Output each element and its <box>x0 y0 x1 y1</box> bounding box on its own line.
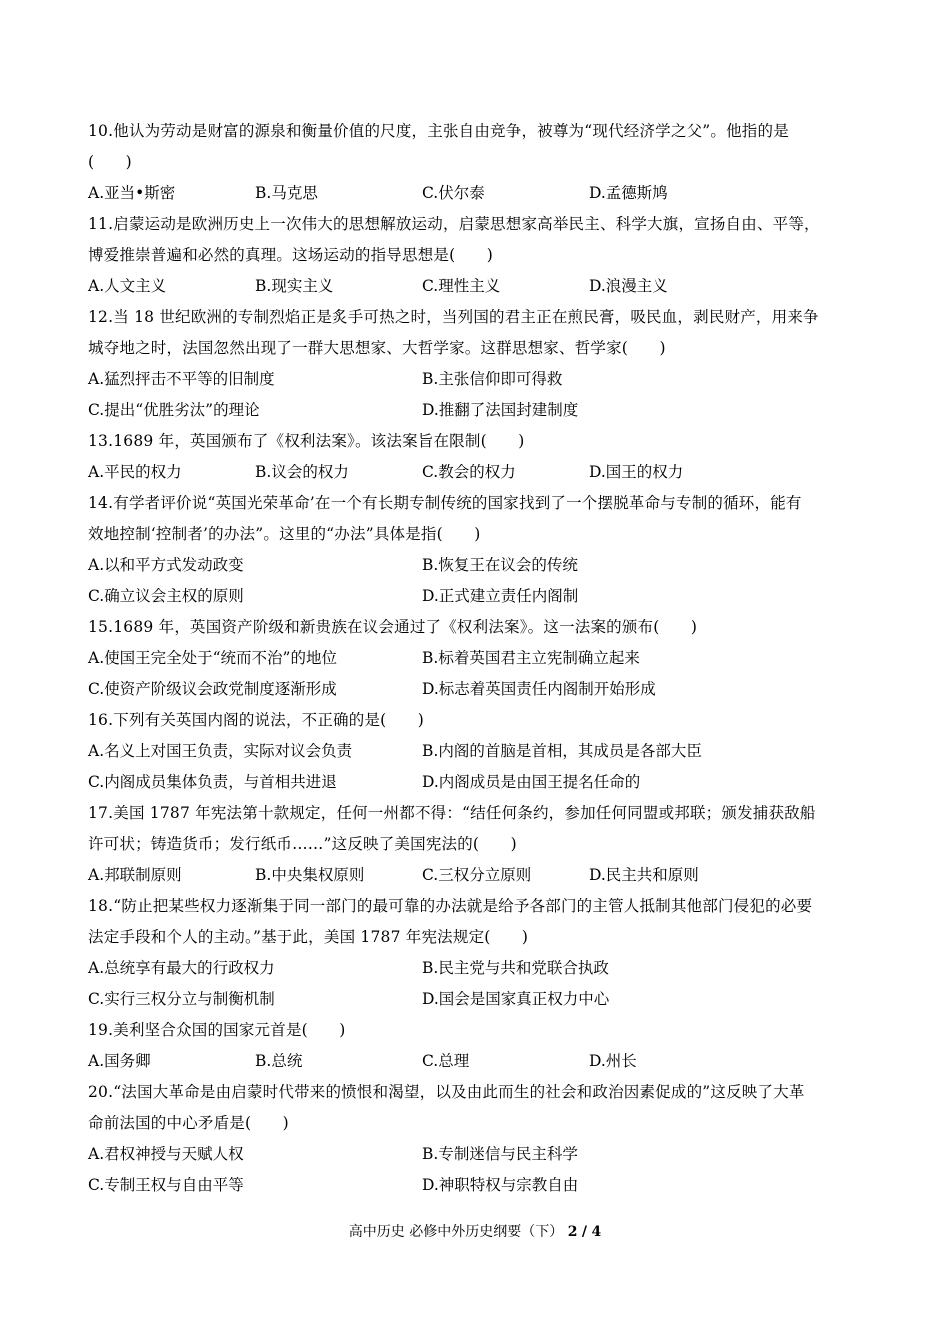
option-a: A.君权神授与天赋人权 <box>88 1145 244 1163</box>
option-b: B.民主党与共和党联合执政 <box>422 959 609 977</box>
question-17 <box>88 798 868 891</box>
question-19 <box>88 1015 868 1077</box>
options-row <box>88 550 868 581</box>
question-stem: 10.他认为劳动是财富的源泉和衡量价值的尺度，主张自由竞争，被尊为“现代经济学之父”。他指的是 <box>88 122 789 140</box>
option-c: C.总理 <box>422 1052 470 1070</box>
option-d: D.浪漫主义 <box>589 277 668 295</box>
option-a: A.以和平方式发动政变 <box>88 556 244 574</box>
footer-title: 高中历史 必修中外历史纲要（下） <box>348 1224 564 1240</box>
option-a: A.名义上对国王负责，实际对议会负责 <box>88 742 353 760</box>
option-a: A.国务卿 <box>88 1052 151 1070</box>
options-row <box>88 1046 868 1077</box>
option-c: C.教会的权力 <box>422 463 516 481</box>
option-d: D.正式建立责任内阁制 <box>422 587 579 605</box>
options-row <box>88 364 868 395</box>
option-c: C.伏尔泰 <box>422 184 485 202</box>
question-12 <box>88 302 868 426</box>
option-d: D.民主共和原则 <box>589 866 699 884</box>
question-16 <box>88 705 868 798</box>
question-stem: 效地控制‘控制者’的办法”。这里的“办法”具体是指( ) <box>88 525 481 543</box>
question-stem: 博爱推崇普遍和必然的真理。这场运动的指导思想是( ) <box>88 246 493 264</box>
question-stem: 14.有学者评价说“英国光荣革命’在一个有长期专制传统的国家找到了一个摆脱革命与专制的循环，能有 <box>88 494 802 512</box>
question-stem: 20.“法国大革命是由启蒙时代带来的愤恨和渴望，以及由此而生的社会和政治因素促成的”这反映了大革 <box>88 1083 805 1101</box>
question-14 <box>88 488 868 612</box>
option-d: D.国会是国家真正权力中心 <box>422 990 610 1008</box>
option-c: C.使资产阶级议会政党制度逐渐形成 <box>88 680 337 698</box>
page-footer <box>0 1222 950 1242</box>
option-b: B.专制迷信与民主科学 <box>422 1145 578 1163</box>
option-c: C.专制王权与自由平等 <box>88 1176 244 1194</box>
option-a: A.总统享有最大的行政权力 <box>88 959 275 977</box>
option-b: B.现实主义 <box>255 277 334 295</box>
option-a: A.猛烈抨击不平等的旧制度 <box>88 370 275 388</box>
option-b: B.内阁的首脑是首相，其成员是各部大臣 <box>422 742 702 760</box>
question-stem: 城夺地之时，法国忽然出现了一群大思想家、大哲学家。这群思想家、哲学家( ) <box>88 339 666 357</box>
option-a: A.使国王完全处于“统而不治”的地位 <box>88 649 337 667</box>
option-c: C.理性主义 <box>422 277 501 295</box>
question-20 <box>88 1077 868 1201</box>
question-stem: 15.1689 年，英国资产阶级和新贵族在议会通过了《权利法案》。这一法案的颁布( ) <box>88 618 698 636</box>
option-b: B.标着英国君主立宪制确立起来 <box>422 649 640 667</box>
option-c: C.实行三权分立与制衡机制 <box>88 990 275 1008</box>
page-number: 2 <box>567 1224 578 1240</box>
question-stem: ( ) <box>88 153 132 171</box>
question-stem: 19.美利坚合众国的国家元首是( ) <box>88 1021 346 1039</box>
option-b: B.总统 <box>255 1052 303 1070</box>
options-row <box>88 457 868 488</box>
question-stem: 12.当 18 世纪欧洲的专制烈焰正是炙手可热之时，当列国的君主正在煎民膏，吸民血，剥民财产，用来争 <box>88 308 819 326</box>
option-d: D.内阁成员是由国王提名任命的 <box>422 773 641 791</box>
option-c: C.三权分立原则 <box>422 866 532 884</box>
option-a: A.亚当•斯密 <box>88 184 176 202</box>
page-separator: / <box>581 1224 588 1240</box>
option-d: D.神职特权与宗教自由 <box>422 1176 579 1194</box>
option-d: D.州长 <box>589 1052 637 1070</box>
question-stem: 许可状；铸造货币；发行纸币……”这反映了美国宪法的( ) <box>88 835 517 853</box>
options-row <box>88 1139 868 1170</box>
question-list <box>88 116 868 1201</box>
options-row <box>88 984 868 1015</box>
option-c: C.内阁成员集体负责，与首相共进退 <box>88 773 337 791</box>
option-c: C.确立议会主权的原则 <box>88 587 244 605</box>
options-row <box>88 1170 868 1201</box>
option-c: C.提出“优胜劣汰”的理论 <box>88 401 260 419</box>
question-stem: 16.下列有关英国内阁的说法，不正确的是( ) <box>88 711 425 729</box>
options-row <box>88 395 868 426</box>
question-stem: 法定手段和个人的主动。”基于此，美国 1787 年宪法规定( ) <box>88 928 529 946</box>
question-10 <box>88 116 868 209</box>
question-15 <box>88 612 868 705</box>
option-b: B.马克思 <box>255 184 318 202</box>
options-row <box>88 860 868 891</box>
question-stem: 命前法国的中心矛盾是( ) <box>88 1114 289 1132</box>
question-stem: 11.启蒙运动是欧洲历史上一次伟大的思想解放运动，启蒙思想家高举民主、科学大旗，宣扬自由、平等， <box>88 215 820 233</box>
page-total: 4 <box>591 1224 602 1240</box>
options-row <box>88 643 868 674</box>
question-stem: 13.1689 年，英国颁布了《权利法案》。该法案旨在限制( ) <box>88 432 525 450</box>
options-row <box>88 178 868 209</box>
options-row <box>88 674 868 705</box>
options-row <box>88 767 868 798</box>
options-row <box>88 736 868 767</box>
option-b: B.恢复王在议会的传统 <box>422 556 578 574</box>
question-stem: 18.“防止把某些权力逐渐集于同一部门的最可靠的办法就是给予各部门的主管人抵制其他部门侵犯的必要 <box>88 897 813 915</box>
options-row <box>88 953 868 984</box>
question-stem: 17.美国 1787 年宪法第十款规定，任何一州都不得：“结任何条约，参加任何同盟或邦联；颁发捕获敌船 <box>88 804 816 822</box>
option-b: B.议会的权力 <box>255 463 349 481</box>
option-a: A.人文主义 <box>88 277 167 295</box>
option-d: D.孟德斯鸠 <box>589 184 668 202</box>
option-b: B.中央集权原则 <box>255 866 365 884</box>
question-18 <box>88 891 868 1015</box>
option-d: D.国王的权力 <box>589 463 684 481</box>
option-d: D.推翻了法国封建制度 <box>422 401 579 419</box>
option-b: B.主张信仰即可得救 <box>422 370 563 388</box>
option-a: A.平民的权力 <box>88 463 182 481</box>
question-11 <box>88 209 868 302</box>
option-a: A.邦联制原则 <box>88 866 182 884</box>
options-row <box>88 271 868 302</box>
option-d: D.标志着英国责任内阁制开始形成 <box>422 680 656 698</box>
question-13 <box>88 426 868 488</box>
options-row <box>88 581 868 612</box>
